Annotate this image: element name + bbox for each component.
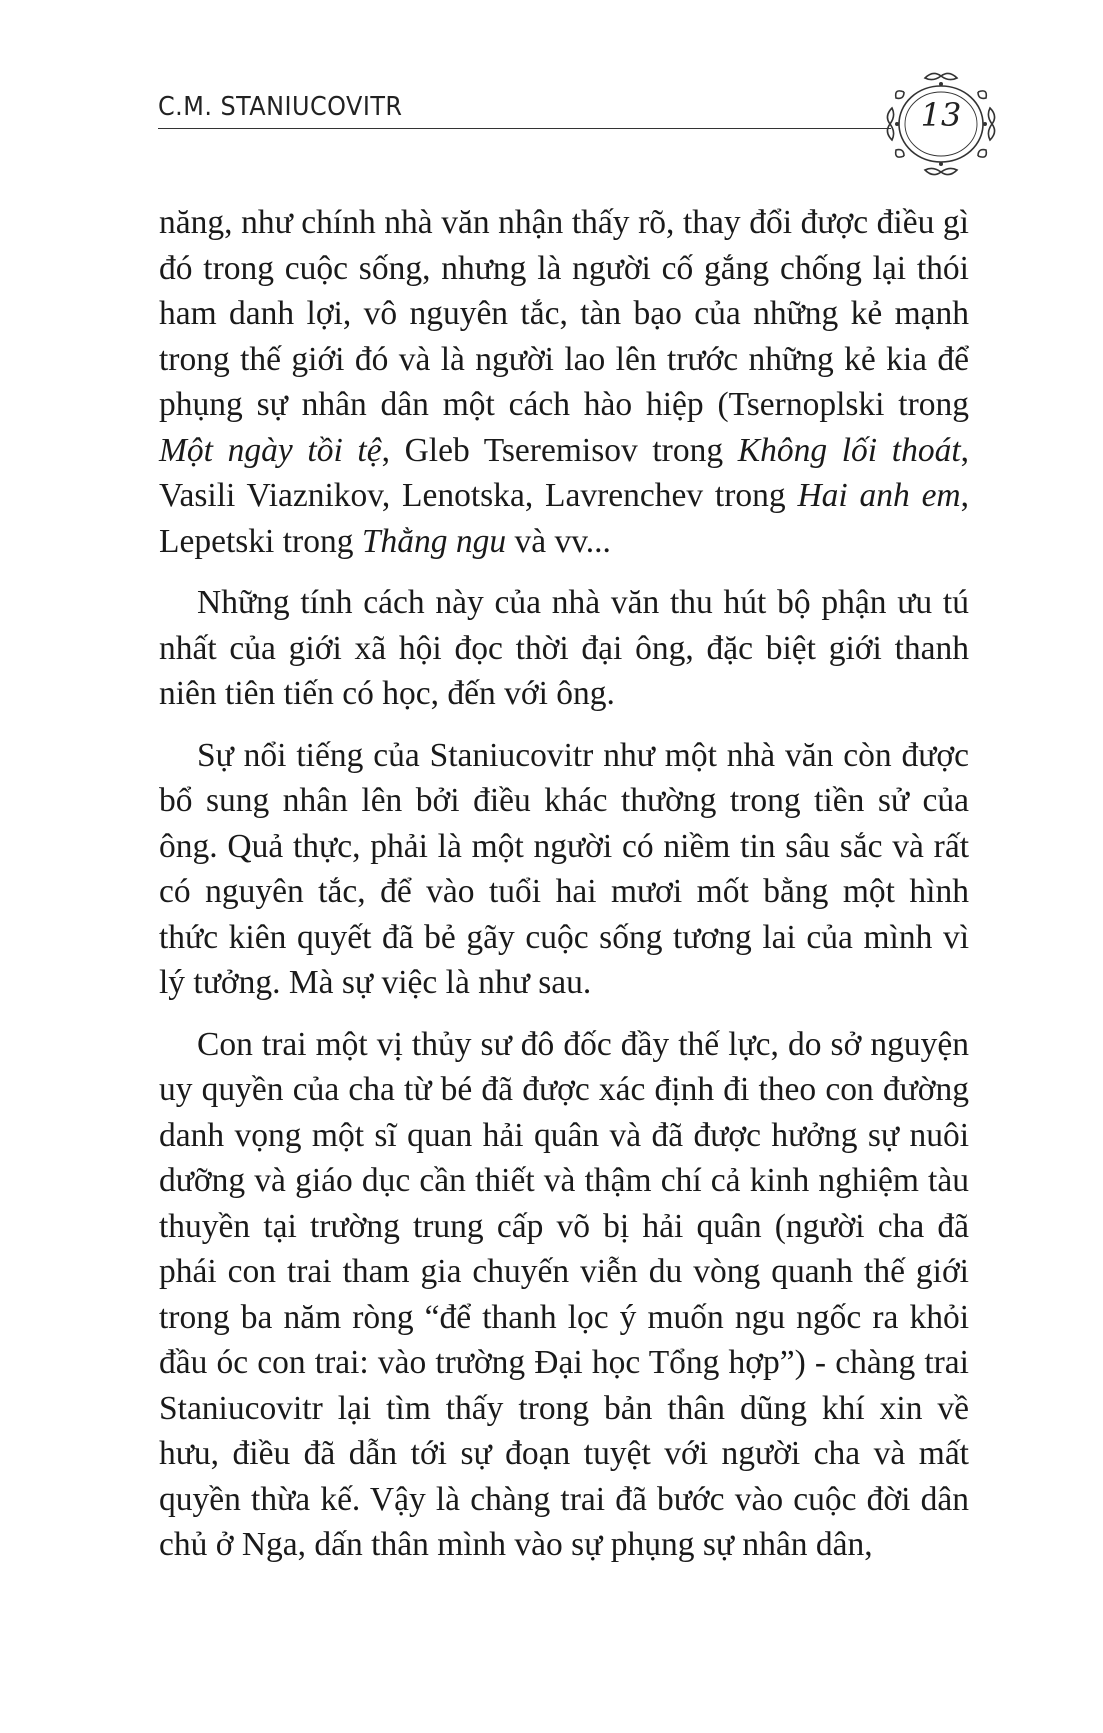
text-run: năng, như chính nhà văn nhận thấy rõ, thay đổi được điều gì đó trong cuộc sống, nhưng là người cố gắng chống lại thói ham danh lợi, vô nguyên tắc, tàn bạo của những kẻ mạnh trong thế giới đó và là người lao lên trước những kẻ kia để phụng sự nhân dân một cách hào hiệp (Tsernoplski trong <box>159 204 969 423</box>
body-text <box>159 200 969 1584</box>
book-title: Hai anh em <box>797 477 961 514</box>
running-header-author: C.M. STANIUCOVITR <box>158 92 403 122</box>
book-title: Không lối thoát <box>737 431 961 469</box>
paragraph-4: Con trai một vị thủy sư đô đốc đầy thế lực, do sở nguyện uy quyền của cha từ bé đã được xác định đi theo con đường danh vọng một sĩ quan hải quân và đã được hưởng sự nuôi dưỡng và giáo dục cần thiết và thậm chí cả kinh nghiệm tàu thuyền tại trường trung cấp võ bị hải quân (người cha đã phái con trai tham gia chuyến viễn du vòng quanh thế giới trong ba năm ròng “để thanh lọc ý muốn ngu ngốc ra khỏi đầu óc con trai: vào trường Đại học Tổng hợp”) - chàng trai Staniucovitr lại tìm thấy trong bản thân dũng khí xin về hưu, điều đã dẫn tới sự đoạn tuyệt với người cha và mất quyền thừa kế. Vậy là chàng trai đã bước vào cuộc đời dân chủ ở Nga, dấn thân mình vào sự phụng sự nhân dân, <box>159 1025 969 1563</box>
book-title: Một ngày tồi tệ <box>159 431 382 469</box>
text-run: , Vasili Viaznikov, Lenotska, Lavrenchev trong <box>159 431 970 514</box>
text-run: , Gleb Tseremisov trong <box>381 431 738 469</box>
page-number: 13 <box>920 96 962 134</box>
book-title: Thằng ngu <box>361 522 507 560</box>
header-rule <box>158 128 891 129</box>
text-run: , Lepetski trong <box>159 477 970 560</box>
text-run: và vv... <box>506 522 611 560</box>
paragraph-2: Những tính cách này của nhà văn thu hút bộ phận ưu tú nhất của giới xã hội đọc thời đại ông, đặc biệt giới thanh niên tiên tiến có học, đến với ông. <box>159 584 969 712</box>
paragraph-1 <box>159 200 969 564</box>
paragraph-3: Sự nổi tiếng của Staniucovitr như một nhà văn còn được bổ sung nhân lên bởi điều khác thường trong tiền sử của ông. Quả thực, phải là một người có niềm tin sâu sắc và rất có nguyên tắc, để vào tuổi hai mươi mốt bằng một hình thức kiên quyết đã bẻ gãy cuộc sống tương lai của mình vì lý tưởng. Mà sự việc là như sau. <box>159 736 969 1001</box>
